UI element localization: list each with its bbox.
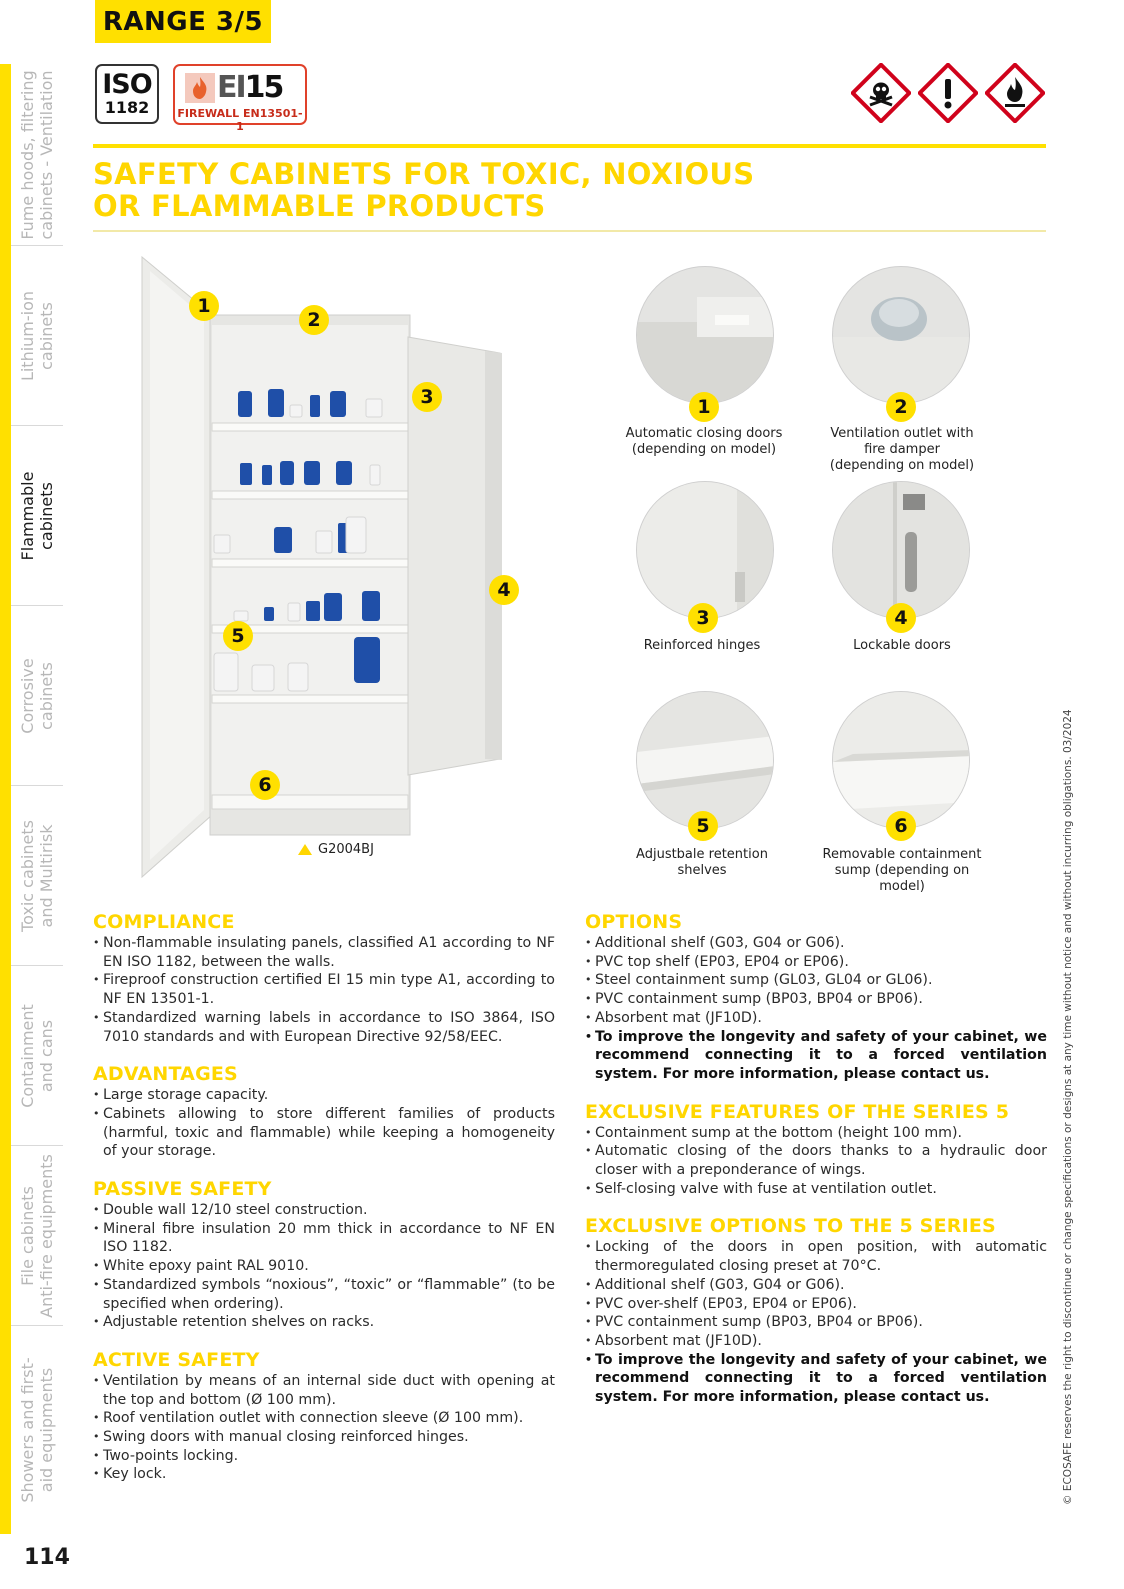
section-options	[585, 911, 1047, 1084]
section-exclusive-features	[585, 1101, 1047, 1199]
side-nav-label: Flammable	[18, 471, 37, 560]
detail-photo	[832, 481, 970, 619]
side-nav-label: cabinets	[37, 661, 56, 730]
detail-photo	[636, 266, 774, 404]
model-label	[298, 842, 374, 857]
section-heading: EXCLUSIVE OPTIONS TO THE 5 SERIES	[585, 1215, 996, 1238]
copyright-notice: © ECOSAFE reserves the right to discontinue or change specifications or designs at any time without notice and without incurring obligations. 03/2024	[1062, 709, 1074, 1505]
section-passive-safety	[93, 1178, 555, 1332]
side-nav-label: Lithium-ion	[18, 290, 37, 381]
right-column	[585, 911, 1047, 1424]
list-item: • Standardized symbols “noxious”, “toxic” or “flammable” (to be specified when ordering).	[93, 1276, 555, 1313]
side-nav-label: cabinets	[37, 301, 56, 370]
cabinet-illustration	[140, 255, 520, 880]
triangle-icon	[298, 844, 312, 855]
iso-1182-badge	[95, 64, 159, 124]
list-item: • Non-flammable insulating panels, classified A1 according to NF EN ISO 1182, between the walls.	[93, 934, 555, 971]
detail-number: 6	[886, 811, 916, 841]
detail-reinforced-hinges	[602, 481, 802, 656]
detail-number: 5	[688, 811, 718, 841]
side-nav-label: aid equipments	[37, 1367, 56, 1493]
list-item: • Double wall 12/10 steel construction.	[93, 1201, 555, 1220]
detail-caption: Removable containment sump (depending on model)	[822, 847, 982, 894]
title-rule	[93, 230, 1046, 232]
list-item: • Fireproof construction certified EI 15 min type A1, according to NF EN 13501-1.	[93, 971, 555, 1008]
side-nav-label: cabinets	[37, 481, 56, 550]
section-heading: PASSIVE SAFETY	[93, 1178, 272, 1201]
iso-badge-number: 1182	[104, 98, 150, 117]
side-nav-label: Corrosive	[18, 657, 37, 734]
ei-subtitle: FIREWALL EN13501-1	[177, 107, 303, 133]
model-code: G2004BJ	[318, 842, 374, 857]
title-line-2: OR FLAMMABLE PRODUCTS	[93, 189, 546, 223]
detail-containment-sump	[802, 691, 1002, 896]
callout-badge: 4	[489, 575, 519, 605]
list-item: • Roof ventilation outlet with connection sleeve (Ø 100 mm).	[93, 1409, 555, 1428]
flammable-flame-icon	[985, 63, 1045, 123]
list-item: • Mineral fibre insulation 20 mm thick in accordance to NF EN ISO 1182.	[93, 1220, 555, 1257]
list-item: • Key lock.	[93, 1465, 555, 1484]
detail-number: 1	[689, 392, 719, 422]
header-rule	[93, 144, 1046, 148]
section-heading: ADVANTAGES	[93, 1063, 238, 1086]
list-item: • Additional shelf (G03, G04 or G06).	[585, 934, 1047, 953]
ei-number: 15	[244, 70, 283, 105]
detail-number: 2	[886, 392, 916, 422]
title-line-1: SAFETY CABINETS FOR TOXIC, NOXIOUS	[93, 157, 755, 191]
side-nav-item-toxic[interactable]	[11, 786, 63, 966]
list-item: • PVC containment sump (BP03, BP04 or BP06).	[585, 1313, 1047, 1332]
list-item: • Cabinets allowing to store different families of products (harmful, toxic and flammable) while keeping a homogeneity of your storage.	[93, 1105, 555, 1161]
page-number: 114	[24, 1545, 70, 1570]
section-heading: EXCLUSIVE FEATURES OF THE SERIES 5	[585, 1100, 1010, 1123]
range-tag: RANGE 3/5	[95, 0, 271, 43]
list-item: • Adjustable retention shelves on racks.	[93, 1313, 555, 1332]
list-item: • Containment sump at the bottom (height 100 mm).	[585, 1124, 1047, 1143]
list-item: • PVC top shelf (EP03, EP04 or EP06).	[585, 953, 1047, 972]
list-item: • PVC over-shelf (EP03, EP04 or EP06).	[585, 1295, 1047, 1314]
callout-badge: 1	[189, 291, 219, 321]
detail-caption: Automatic closing doors (depending on model)	[625, 426, 783, 457]
side-nav-label: and cans	[37, 1019, 56, 1092]
section-active-safety	[93, 1349, 555, 1484]
side-nav-item-file-cabinets[interactable]	[11, 1146, 63, 1326]
ei15-firewall-badge	[173, 64, 307, 133]
detail-number: 3	[688, 603, 718, 633]
list-item: • Swing doors with manual closing reinforced hinges.	[93, 1428, 555, 1447]
list-item: • Steel containment sump (GL03, GL04 or GL06).	[585, 971, 1047, 990]
side-nav-label: Toxic cabinets	[18, 819, 37, 932]
toxic-skull-icon	[851, 63, 911, 123]
detail-ventilation-outlet	[802, 266, 1002, 476]
side-nav-label: Showers and first-	[18, 1357, 37, 1503]
list-item: • Absorbent mat (JF10D).	[585, 1332, 1047, 1351]
side-nav-label: and Multirisk	[37, 824, 56, 927]
detail-photo	[636, 691, 774, 829]
side-nav-item-lithium-ion[interactable]	[11, 246, 63, 426]
section-exclusive-options	[585, 1215, 1047, 1406]
side-nav-item-fume-hoods[interactable]	[11, 64, 63, 246]
list-item: • Ventilation by means of an internal side duct with opening at the top and bottom (Ø 100 mm).	[93, 1372, 555, 1409]
list-item: • Standardized warning labels in accordance to ISO 3864, ISO 7010 standards and with European Directive 92/58/EEC.	[93, 1009, 555, 1046]
list-item: • Two-points locking.	[93, 1447, 555, 1466]
detail-lockable-doors	[802, 481, 1002, 656]
side-nav-item-corrosive[interactable]	[11, 606, 63, 786]
flame-icon	[185, 73, 215, 103]
section-compliance	[93, 911, 555, 1046]
list-item: • Additional shelf (G03, G04 or G06).	[585, 1276, 1047, 1295]
page-title	[93, 158, 754, 222]
list-item-highlight: • To improve the longevity and safety of your cabinet, we recommend connecting it to a forced ventilation system. For more information, please contact us.	[585, 1351, 1047, 1407]
section-heading: OPTIONS	[585, 911, 683, 933]
callout-badge: 6	[250, 770, 280, 800]
detail-photo	[636, 481, 774, 619]
list-item: • Absorbent mat (JF10D).	[585, 1009, 1047, 1028]
callout-badge: 5	[223, 621, 253, 651]
side-nav-item-showers[interactable]	[11, 1326, 63, 1534]
detail-photo	[832, 266, 970, 404]
side-nav-item-flammable[interactable]	[11, 426, 63, 606]
list-item: • Automatic closing of the doors thanks to a hydraulic door closer with a preponderance of wings.	[585, 1142, 1047, 1179]
callout-badge: 2	[299, 305, 329, 335]
callout-badge: 3	[412, 382, 442, 412]
section-advantages	[93, 1063, 555, 1161]
detail-caption: Reinforced hinges	[643, 638, 761, 653]
side-nav-label: Anti-fire equipments	[37, 1153, 56, 1318]
detail-caption: Ventilation outlet with fire damper (depending on model)	[829, 426, 975, 473]
side-nav-item-containment[interactable]	[11, 966, 63, 1146]
list-item: • Locking of the doors in open position, with automatic thermoregulated closing preset at 70°C.	[585, 1238, 1047, 1275]
iso-badge-title: ISO	[102, 69, 152, 100]
section-heading: COMPLIANCE	[93, 911, 235, 933]
section-heading: ACTIVE SAFETY	[93, 1348, 260, 1371]
list-item: • PVC containment sump (BP03, BP04 or BP06).	[585, 990, 1047, 1009]
left-column	[93, 911, 555, 1501]
ei-label: EI	[217, 70, 245, 105]
detail-photo	[832, 691, 970, 829]
side-nav-label: cabinets - Ventilation	[37, 69, 56, 240]
list-item: • White epoxy paint RAL 9010.	[93, 1257, 555, 1276]
detail-retention-shelves	[602, 691, 802, 881]
exclamation-hazard-icon	[918, 63, 978, 123]
list-item-highlight: • To improve the longevity and safety of your cabinet, we recommend connecting it to a forced ventilation system. For more information, please contact us.	[585, 1028, 1047, 1084]
side-nav-label: Containment	[18, 1003, 37, 1108]
list-item: • Self-closing valve with fuse at ventilation outlet.	[585, 1180, 1047, 1199]
side-nav-label: Fume hoods, filtering	[18, 69, 37, 240]
side-nav-label: File cabinets	[18, 1185, 37, 1286]
detail-caption: Lockable doors	[853, 638, 951, 653]
detail-caption: Adjustbale retention shelves	[636, 847, 768, 878]
sidebar-accent-bar	[0, 64, 11, 1534]
list-item: • Large storage capacity.	[93, 1086, 555, 1105]
detail-automatic-closing	[604, 266, 804, 466]
side-nav	[11, 64, 63, 1534]
detail-number: 4	[886, 603, 916, 633]
